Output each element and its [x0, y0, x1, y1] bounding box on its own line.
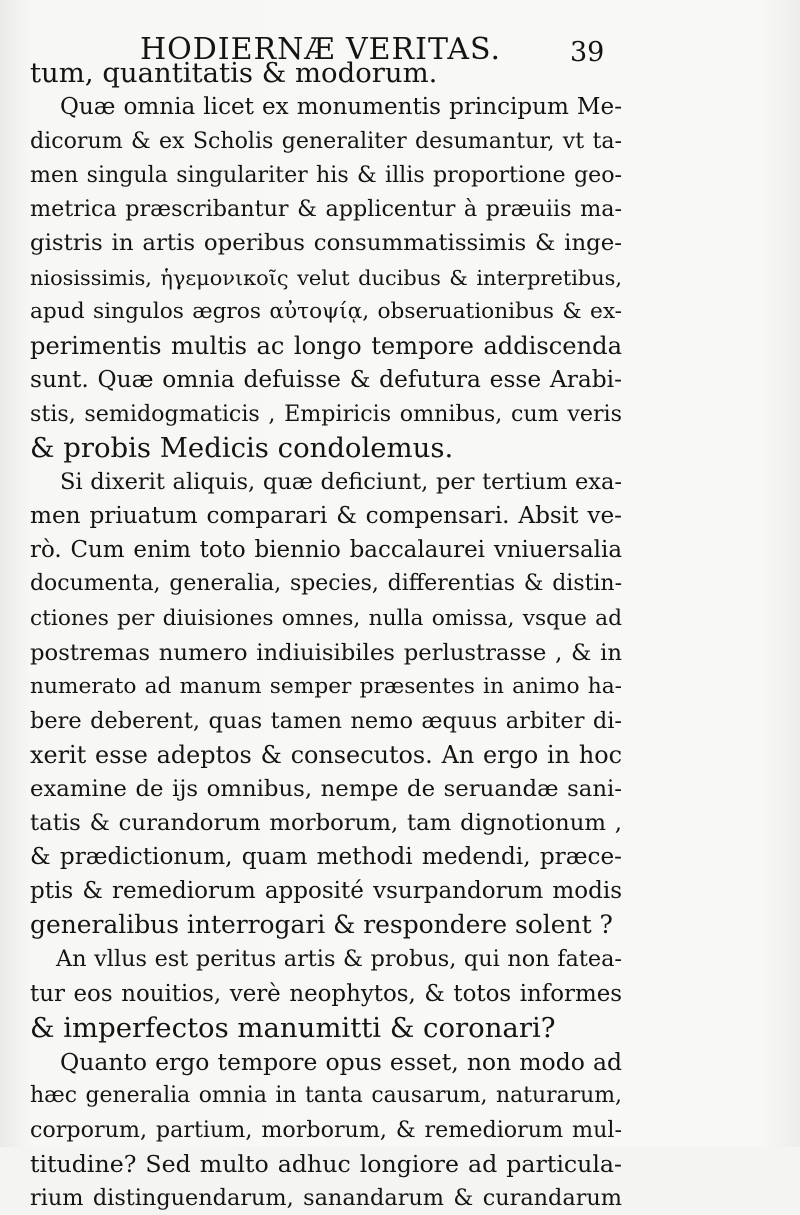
text-line: apud singulos ægros αὐτοψίᾳ, obseruationibus & ex- [30, 298, 622, 324]
text-line: sunt. Quæ omnia defuisse & defutura esse Arabi- [30, 365, 622, 393]
text-line: metrica præscribantur & applicentur à præuiis ma- [30, 196, 622, 223]
text-line: men singula singulariter his & illis proportione geo- [30, 162, 622, 189]
text-line: tur eos nouitios, verè neophytos, & totos informes [30, 980, 622, 1007]
page-number: 39 [570, 37, 605, 68]
text-line: corporum, partium, morborum, & remediorum mul- [30, 1116, 622, 1143]
text-line: ctiones per diuisiones omnes, nulla omissa, vsque ad [30, 605, 622, 631]
text-line: postremas numero indiuisibiles perlustrasse , & in [30, 639, 622, 666]
text-line: perimentis multis ac longo tempore addiscenda [30, 331, 622, 360]
text-line: numerato ad manum semper præsentes in animo ha- [30, 673, 622, 699]
text-line: xerit esse adeptos & consecutos. An ergo in hoc [30, 740, 622, 769]
running-title: HODIERNÆ VERITAS. [140, 32, 502, 67]
body-text [30, 56, 622, 1215]
text-line: rium distinguendarum, sanandarum & curandarum [30, 1185, 622, 1212]
text-line: men priuatum comparari & compensari. Absit ve- [30, 502, 622, 530]
text-line: examine de ijs omnibus, nempe de seruandæ sani- [30, 775, 622, 802]
text-line: gistris in artis operibus consummatissimis & inge- [30, 230, 622, 257]
paragraph-start-line: Si dixerit aliquis, quæ deficiunt, per tertium exa- [60, 469, 622, 496]
text-line: hæc generalia omnia in tanta causarum, naturarum, [30, 1082, 622, 1108]
text-line: ptis & remediorum apposité vsurpandorum modis [30, 878, 622, 905]
text-line: bere deberent, quas tamen nemo æquus arbiter di- [30, 707, 622, 734]
text-line: titudine? Sed multo adhuc longiore ad particula- [30, 1150, 622, 1178]
text-line: rò. Cum enim toto biennio baccalaurei vniuersalia [30, 537, 622, 564]
text-line: & imperfectos manumitti & coronari? [30, 1011, 556, 1044]
paragraph-start-line: Quanto ergo tempore opus esset, non modo ad [60, 1047, 622, 1076]
text-line: niosissimis, ἡγεμονικοῖς velut ducibus & interpretibus, [30, 265, 622, 290]
paragraph-start-line: An vllus est peritus artis & probus, qui non fatea- [56, 946, 622, 973]
text-line: dicorum & ex Scholis generaliter desumantur, vt ta- [30, 128, 622, 155]
text-line: documenta, generalia, species, differentias & distin- [30, 571, 622, 597]
text-line: generalibus interrogari & respondere solent ? [30, 910, 613, 940]
text-line: tatis & curandorum morborum, tam dignotionum , [30, 810, 622, 837]
text-line: & prædictionum, quam methodi medendi, præce- [30, 843, 622, 871]
paragraph-start-line: Quæ omnia licet ex monumentis principum Me- [60, 94, 622, 121]
text-line: & probis Medicis condolemus. [30, 432, 454, 465]
text-line: tum, quantitatis & modorum. [30, 57, 438, 89]
text-line: stis, semidogmaticis , Empiricis omnibus, cum veris [30, 400, 622, 427]
